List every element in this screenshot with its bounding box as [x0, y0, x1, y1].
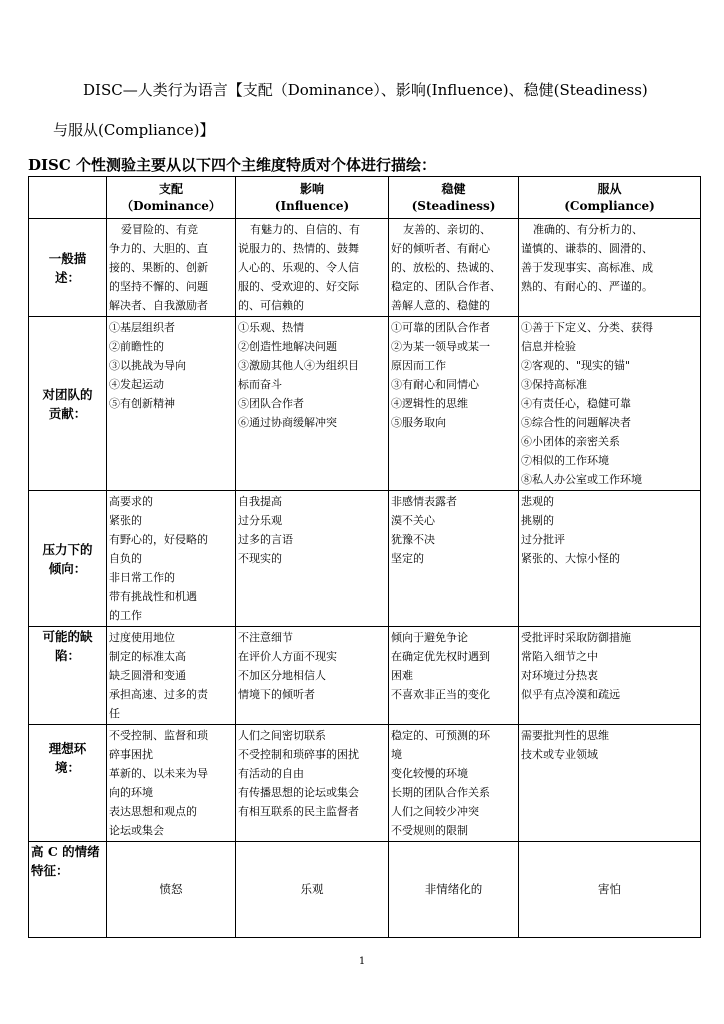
cell-line: 好的倾听者、有耐心	[391, 242, 490, 255]
cell-line: 稳定的、可预测的环	[391, 729, 490, 742]
cell-line: 对环境过分热衷	[521, 669, 598, 682]
cell-line: ③激励其他人④为组织目	[238, 359, 359, 372]
row-possible-flaws	[29, 627, 701, 725]
row-label: 高 C 的情绪特征：	[29, 842, 107, 938]
cell-line: 情境下的倾听者	[238, 688, 315, 701]
cell-line: 革新的、以未来为导	[109, 767, 208, 780]
cell-line: 漠不关心	[391, 514, 435, 527]
row-label: 理想环境：	[29, 725, 107, 842]
cell-line: 非日常工作的	[109, 571, 175, 584]
cell-line: 人们之间较少冲突	[391, 805, 479, 818]
cell-line: 缺乏圆滑和变通	[109, 669, 186, 682]
page-number: 1	[358, 956, 366, 967]
cell	[107, 627, 236, 725]
cell	[519, 317, 701, 491]
cell-line: 境	[391, 748, 402, 761]
cell-line: 承担高速、过多的责	[109, 688, 208, 701]
cell-line: ⑤有创新精神	[109, 397, 175, 410]
cell-line: 悲观的	[521, 495, 554, 508]
cell-line: 人心的、乐观的、令人信	[238, 261, 359, 274]
cell-line: 标而奋斗	[238, 378, 282, 391]
cell-line: ①善于下定义、分类、获得	[521, 321, 653, 334]
cell-line: 表达思想和观点的	[109, 805, 197, 818]
cell	[236, 627, 389, 725]
cell-line: ③保持高标准	[521, 378, 587, 391]
cell	[389, 317, 519, 491]
cell-line: 有活动的自由	[238, 767, 304, 780]
cell-line: 长期的团队合作关系	[391, 786, 490, 799]
cell-line: 有相互联系的民主监督者	[238, 805, 359, 818]
cell-line: ⑧私人办公室或工作环境	[521, 473, 642, 486]
column-header-dominance: 支配 （Dominance）	[107, 177, 236, 219]
cell	[389, 627, 519, 725]
cell-line: ②客观的、"现实的锚"	[521, 359, 631, 372]
cell-line: ⑤服务取向	[391, 416, 446, 429]
cell	[107, 219, 236, 317]
cell-line: 有传播思想的论坛或集会	[238, 786, 359, 799]
cell-line: ②前瞻性的	[109, 340, 164, 353]
cell-line: 不受控制、监督和琐	[109, 729, 208, 742]
row-general-description	[29, 219, 701, 317]
row-team-contribution	[29, 317, 701, 491]
column-header-influence: 影响 (Influence)	[236, 177, 389, 219]
cell-line: 接的、果断的、创新	[109, 261, 208, 274]
cell-line: 在确定优先权时遇到	[391, 650, 490, 663]
cell-line: 善解人意的、稳健的	[391, 299, 490, 312]
cell-line: ①基层组织者	[109, 321, 175, 334]
cell-line: 准确的、有分析力的、	[533, 223, 643, 236]
cell-line: 非感情表露者	[391, 495, 457, 508]
cell-line: 稳定的、团队合作者、	[391, 280, 501, 293]
row-label: 对团队的贡献：	[29, 317, 107, 491]
cell-line: 爱冒险的、有竞	[121, 223, 198, 236]
cell	[107, 725, 236, 842]
cell-line: 自我提高	[238, 495, 282, 508]
cell-line: 有魅力的、自信的、有	[250, 223, 360, 236]
emotion-dominance: 愤怒	[107, 842, 236, 938]
emotion-steadiness: 非情绪化的	[389, 842, 519, 938]
cell-line: 说服力的、热情的、鼓舞	[238, 242, 359, 255]
cell	[389, 491, 519, 627]
cell-line: 困难	[391, 669, 413, 682]
header-row	[29, 177, 701, 219]
cell-line: 熟的、有耐心的、严谨的。	[521, 280, 653, 293]
cell	[236, 219, 389, 317]
cell	[519, 627, 701, 725]
row-emotion	[29, 842, 701, 938]
cell-line: 变化较慢的环境	[391, 767, 468, 780]
cell-line: 论坛或集会	[109, 824, 164, 837]
cell-line: 挑剔的	[521, 514, 554, 527]
row-label: 一般描述：	[29, 219, 107, 317]
cell	[519, 219, 701, 317]
cell-line: 过分批评	[521, 533, 565, 546]
cell	[107, 491, 236, 627]
cell-line: 不注意细节	[238, 631, 293, 644]
cell-line: 倾向于避免争论	[391, 631, 468, 644]
cell-line: ⑥通过协商缓解冲突	[238, 416, 337, 429]
cell-line: 服的、受欢迎的、好交际	[238, 280, 359, 293]
cell-line: 的坚持不懈的、问题	[109, 280, 208, 293]
cell-line: 常陷入细节之中	[521, 650, 598, 663]
document-title-line2: 与服从(Compliance)】	[53, 121, 215, 139]
cell-line: 有野心的，好侵略的	[109, 533, 208, 546]
document-title-line1: DISC—人类行为语言【支配（Dominance）、影响(Influence)、稳健(Steadiness)	[83, 81, 648, 99]
cell-line: ⑤团队合作者	[238, 397, 304, 410]
cell-line: 制定的标准太高	[109, 650, 186, 663]
cell-line: 争力的、大胆的、直	[109, 242, 208, 255]
cell-line: 原因而工作	[391, 359, 446, 372]
column-header-steadiness: 稳健 (Steadiness)	[389, 177, 519, 219]
cell-line: 受批评时采取防御措施	[521, 631, 631, 644]
cell-line: 在评价人方面不现实	[238, 650, 337, 663]
cell-line: 坚定的	[391, 552, 424, 565]
cell-line: 不喜欢非正当的变化	[391, 688, 490, 701]
cell-line: 带有挑战性和机遇	[109, 590, 197, 603]
row-stress-tendency	[29, 491, 701, 627]
cell-line: ④有责任心，稳健可靠	[521, 397, 631, 410]
cell-line: 解决者、自我激励者	[109, 299, 208, 312]
cell-line: ⑦相似的工作环境	[521, 454, 609, 467]
cell-line: 人们之间密切联系	[238, 729, 326, 742]
cell-line: 需要批判性的思维	[521, 729, 609, 742]
cell-line: ①乐观、热情	[238, 321, 304, 334]
cell	[389, 219, 519, 317]
cell-line: ②创造性地解决问题	[238, 340, 337, 353]
cell-line: 紧张的	[109, 514, 142, 527]
cell-line: 紧张的、大惊小怪的	[521, 552, 620, 565]
cell-line: 犹豫不决	[391, 533, 435, 546]
cell	[236, 725, 389, 842]
column-header-compliance: 服从 (Compliance)	[519, 177, 701, 219]
corner-cell	[29, 177, 107, 219]
cell-line: 过分乐观	[238, 514, 282, 527]
cell-line: ②为某一领导或某一	[391, 340, 490, 353]
cell-line: 的、可信赖的	[238, 299, 304, 312]
cell-line: 过多的言语	[238, 533, 293, 546]
cell	[107, 317, 236, 491]
section-subtitle: DISC 个性测验主要从以下四个主维度特质对个体进行描绘：	[28, 156, 437, 174]
emotion-influence: 乐观	[236, 842, 389, 938]
cell-line: 友善的、亲切的、	[403, 223, 491, 236]
cell-line: 善于发现事实、高标准、成	[521, 261, 653, 274]
cell-line: 不受规则的限制	[391, 824, 468, 837]
cell-line: ⑥小团体的亲密关系	[521, 435, 620, 448]
cell-line: 的工作	[109, 609, 142, 622]
cell-line: 高要求的	[109, 495, 153, 508]
cell	[236, 317, 389, 491]
cell-line: 似乎有点冷漠和疏远	[521, 688, 620, 701]
row-label: 可能的缺陷：	[29, 627, 107, 725]
cell-line: 的、放松的、热诚的、	[391, 261, 501, 274]
cell-line: ③以挑战为导向	[109, 359, 186, 372]
cell-line: 不受控制和琐碎事的困扰	[238, 748, 359, 761]
cell	[236, 491, 389, 627]
cell-line: ④发起运动	[109, 378, 164, 391]
cell-line: 自负的	[109, 552, 142, 565]
cell-line: 碎事困扰	[109, 748, 153, 761]
cell-line: 向的环境	[109, 786, 153, 799]
disc-table	[28, 176, 701, 938]
cell-line: ④逻辑性的思维	[391, 397, 468, 410]
emotion-compliance: 害怕	[519, 842, 701, 938]
cell-line: 技术或专业领域	[521, 748, 598, 761]
cell	[389, 725, 519, 842]
row-ideal-environment	[29, 725, 701, 842]
cell-line: 信息并检验	[521, 340, 576, 353]
cell-line: 过度使用地位	[109, 631, 175, 644]
row-label: 压力下的倾向：	[29, 491, 107, 627]
cell-line: 任	[109, 707, 120, 720]
cell-line: ③有耐心和同情心	[391, 378, 479, 391]
cell-line: 谨慎的、谦恭的、圆滑的、	[521, 242, 653, 255]
cell-line: 不加区分地相信人	[238, 669, 326, 682]
cell-line: ①可靠的团队合作者	[391, 321, 490, 334]
cell-line: ⑤综合性的问题解决者	[521, 416, 631, 429]
cell	[519, 491, 701, 627]
cell-line: 不现实的	[238, 552, 282, 565]
cell	[519, 725, 701, 842]
